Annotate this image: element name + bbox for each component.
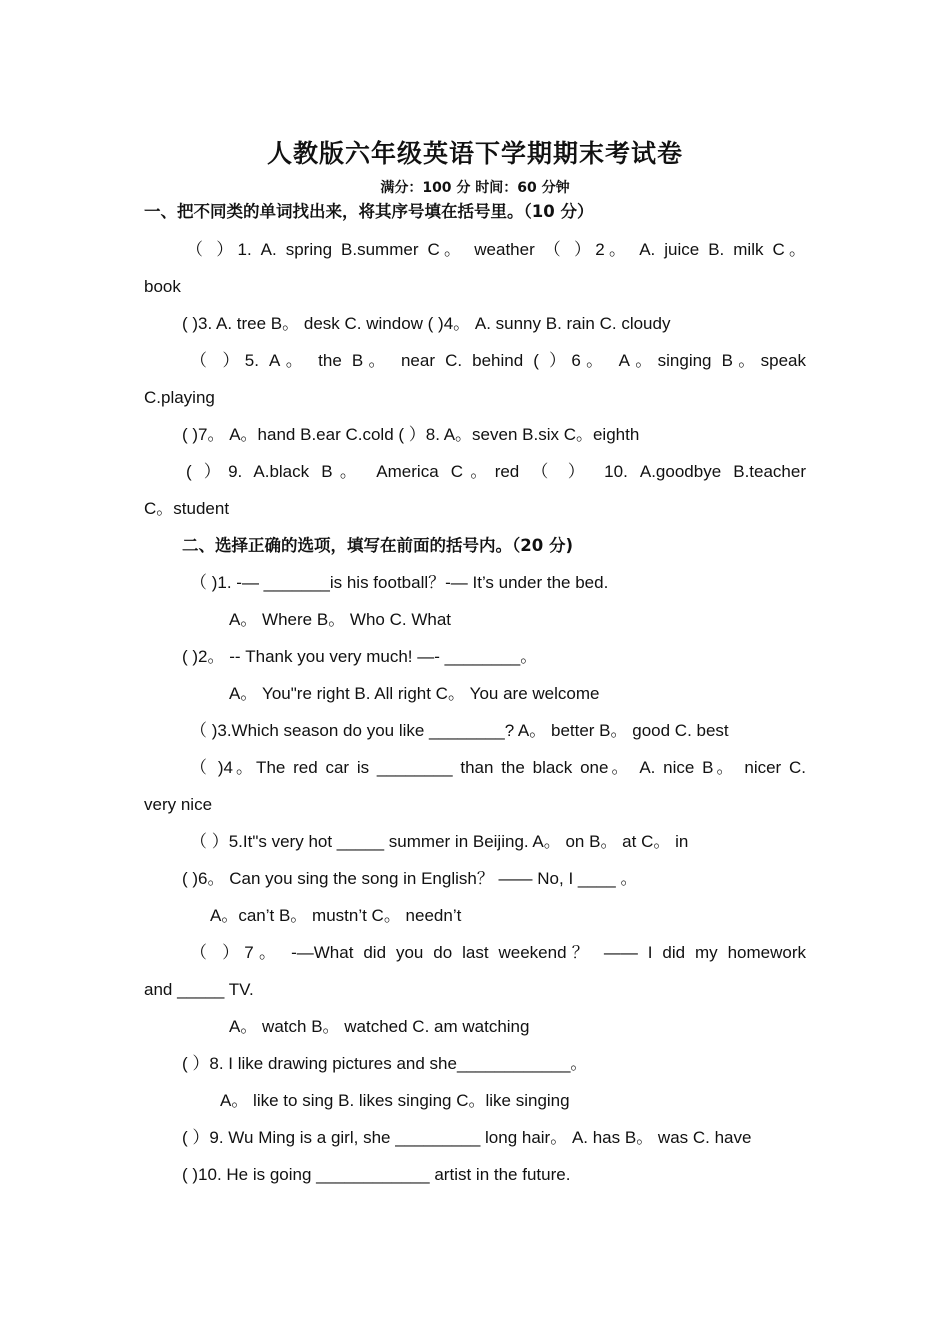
question-line: （ )1. -— _______is his football？-— It’s under the bed. bbox=[190, 573, 609, 592]
question-line: （ ）5. A。 the B。 near C. behind ( ）6。 A。singing B。speak bbox=[190, 351, 806, 370]
question-line: and _____ TV. bbox=[144, 980, 254, 999]
page-title: 人教版六年级英语下学期期末考试卷 bbox=[266, 139, 683, 168]
question-line: （ )3.Which season do you like ________? A。 better B。 good C. best bbox=[190, 721, 729, 740]
question-line: C。student bbox=[144, 499, 230, 518]
answer-options: A。can’t B。 mustn’t C。 needn’t bbox=[210, 906, 462, 925]
section1-heading: 一、把不同类的单词找出来，将其序号填在括号里。（10 分） bbox=[144, 202, 594, 221]
question-line: （ ）5.It"s very hot _____ summer in Beijing. A。 on B。 at C。 in bbox=[190, 832, 689, 851]
question-line: （ ）7。 -—What did you do last weekend？ —— I did my homework bbox=[190, 943, 806, 962]
question-line: ( ）8. I like drawing pictures and she____________。 bbox=[182, 1054, 588, 1073]
question-line: （ ）1. A. spring B.summer C。 weather （ ）2。 A. juice B. milk C。 bbox=[186, 240, 806, 259]
section2-heading: 二、选择正确的选项，填写在前面的括号内。（20 分) bbox=[182, 536, 573, 555]
question-line: ( )3. A. tree B。 desk C. window ( )4。 A. sunny B. rain C. cloudy bbox=[182, 314, 671, 333]
question-line: ( )6。 Can you sing the song in English？ —— No, I ____ 。 bbox=[182, 869, 638, 888]
question-line: ( )10. He is going ____________ artist in the future. bbox=[182, 1165, 571, 1184]
answer-options: A。 like to sing B. likes singing C。like singing bbox=[220, 1091, 570, 1110]
question-line: very nice bbox=[144, 795, 213, 814]
question-line: C.playing bbox=[144, 388, 215, 407]
question-line: book bbox=[144, 277, 181, 296]
question-line: ( ）9. Wu Ming is a girl, she _________ long hair。 A. has B。 was C. have bbox=[182, 1128, 752, 1147]
answer-options: A。 Where B。 Who C. What bbox=[229, 610, 451, 629]
answer-options: A。 You"re right B. All right C。 You are welcome bbox=[229, 684, 600, 703]
question-line: （ )4。The red car is ________ than the black one。 A. nice B。 nicer C. bbox=[190, 758, 806, 777]
question-line: ( )7。 A。hand B.ear C.cold ( ）8. A。seven B.six C。eighth bbox=[182, 425, 640, 444]
answer-options: A。 watch B。 watched C. am watching bbox=[229, 1017, 530, 1036]
question-line: ( ）9. A.black B。 America C。red （ ） 10. A.goodbye B.teacher bbox=[186, 462, 806, 481]
score-time-info: 满分：100 分 时间：60 分钟 bbox=[380, 180, 570, 196]
question-line: ( )2。 -- Thank you very much! —- ________。 bbox=[182, 647, 538, 666]
